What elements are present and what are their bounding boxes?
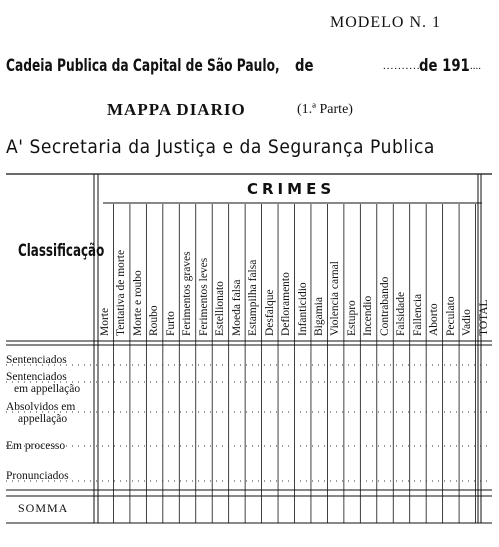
column-header: Roubo: [148, 305, 161, 336]
column-header: Violencia carnal: [329, 261, 342, 336]
column-header: Contrabando: [378, 276, 391, 336]
column-header: Furto: [164, 311, 177, 336]
row-label-sentenciados-appellacao: Sentenciados em appellação: [6, 371, 81, 395]
column-header: Falsidade: [395, 291, 408, 336]
column-header: Estampilha falsa: [247, 259, 260, 336]
column-header: Fallencia: [411, 293, 424, 336]
column-header: Moeda falsa: [230, 279, 243, 336]
column-header: Estupro: [345, 300, 358, 336]
column-header: Bigamia: [312, 297, 325, 336]
column-header: Incendio: [362, 295, 375, 336]
row-label-pronunciados: Pronunciados: [6, 470, 69, 482]
form-subtitle: (1.ª Parte): [297, 102, 353, 117]
row-label-em-processo: Em processo: [6, 440, 66, 452]
form-model-number: MODELO N. 1: [330, 14, 441, 31]
column-header: Morte e roubo: [131, 270, 144, 336]
year-prefix: de 191: [419, 56, 470, 76]
column-header: Vadio: [461, 309, 474, 336]
column-header: Tentativa de morte: [115, 249, 128, 336]
column-header: Defloramento: [280, 272, 293, 336]
column-header: Ferimentos graves: [181, 251, 194, 336]
row-label-somma: SOMMA: [18, 501, 69, 515]
row-label-sentenciados: Sentenciados: [6, 354, 67, 366]
column-group-crimes: CRIMES: [247, 180, 336, 198]
date-blank[interactable]: ..........: [383, 60, 421, 72]
column-header: Ferimentos leves: [197, 257, 210, 336]
date-preposition: de: [295, 56, 314, 76]
column-header: Infanticidio: [296, 282, 309, 336]
institution-name: Cadeia Publica da Capital de São Paulo,: [6, 56, 280, 76]
row-header-classificacao: Classificação: [18, 241, 105, 261]
form-title: MAPPA DIARIO: [107, 100, 246, 119]
column-header: Estellionato: [214, 281, 227, 336]
column-header: Desfalque: [263, 289, 276, 336]
column-header: Aborto: [428, 303, 441, 336]
year-blank[interactable]: ....: [470, 60, 481, 72]
row-label-absolvidos: Absolvidos em appellação: [6, 401, 76, 425]
addressee-line: A' Secretaria da Justiça e da Segurança Publica: [6, 136, 435, 158]
column-header: Peculato: [444, 296, 457, 336]
column-header: Morte: [99, 307, 111, 336]
column-header: TOTAL: [477, 299, 490, 336]
